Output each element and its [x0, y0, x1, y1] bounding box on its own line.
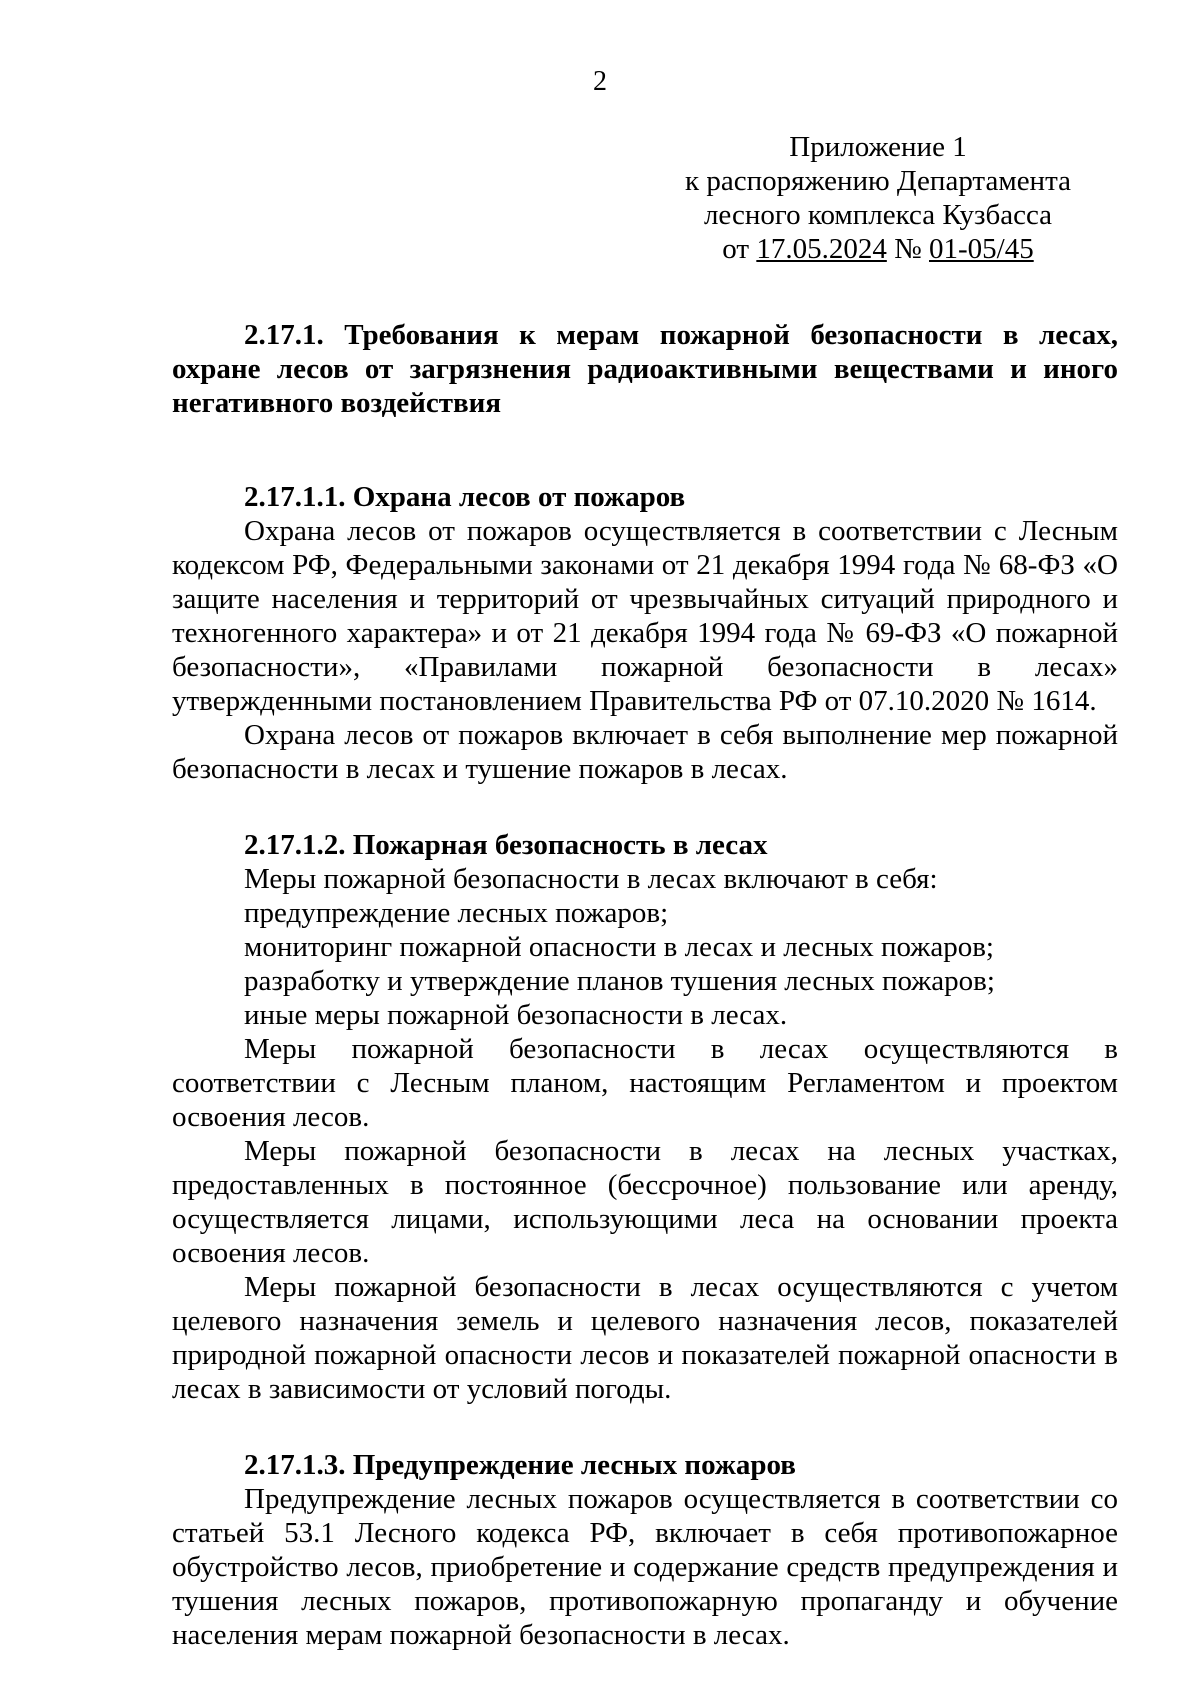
- list-item: разработку и утверждение планов тушения лесных пожаров;: [244, 965, 995, 997]
- appendix-number-sign: №: [886, 233, 929, 265]
- list-item: Меры пожарной безопасности в лесах включают в себя:: [244, 863, 938, 895]
- paragraph-2-1: Меры пожарной безопасности в лесах осуществляются в соответствии с Лесным планом, настоящим Регламентом и проектом освоения лесов.: [172, 1033, 1118, 1133]
- appendix-date: 17.05.2024: [756, 233, 887, 265]
- paragraph-1-1: [172, 514, 1118, 718]
- spacer: [172, 786, 1118, 828]
- page-number: 2: [593, 66, 607, 97]
- paragraph-1-2: Охрана лесов от пожаров включает в себя выполнение мер пожарной безопасности в лесах и тушение пожаров в лесах.: [172, 719, 1118, 785]
- appendix-header: [0, 130, 1200, 266]
- paragraph-1-1-part-c: утвержденными постановлением Правительства РФ от 07.10.2020 № 1614.: [172, 685, 1097, 717]
- paragraph-2-3: Меры пожарной безопасности в лесах осуществляются с учетом целевого назначения земель и целевого назначения лесов, показателей природной пожарной опасности лесов и показателей пожарной опасности в лесах в зависимости от условий погоды.: [172, 1271, 1118, 1405]
- spacer: [172, 1406, 1118, 1448]
- subsection-heading-2: 2.17.1.2. Пожарная безопасность в лесах: [244, 829, 768, 861]
- appendix-line-3: лесного комплекса Кузбасса: [703, 199, 1053, 231]
- list-item: иные меры пожарной безопасности в лесах.: [244, 999, 788, 1031]
- paragraph-1-1-part-b: «Правилами пожарной безопасности в лесах»: [404, 651, 1119, 683]
- appendix-line-4: [678, 232, 1078, 266]
- paragraph-1-1-text: [172, 514, 1118, 718]
- list-item: мониторинг пожарной опасности в лесах и лесных пожаров;: [244, 931, 994, 963]
- section-title: 2.17.1. Требования к мерам пожарной безопасности в лесах, охране лесов от загрязнения радиоактивными веществами и иного негативного воздействия: [172, 319, 1118, 419]
- paragraph-3-1: Предупреждение лесных пожаров осуществляется в соответствии со статьей 53.1 Лесного кодекса РФ, включает в себя противопожарное обустройство лесов, приобретение и содержание средств предупреждения и тушения лесных пожаров, противопожарную пропаганду и обучение населения мерам пожарной безопасности в лесах.: [172, 1483, 1118, 1651]
- paragraph-1-1-part-a: Охрана лесов от пожаров осуществляется в соответствии с Лесным кодексом РФ, Федеральными законами от 21 декабря 1994 года № 68-ФЗ «О защите населения и территорий от чрезвычайных ситуаций природного и техногенного характера» и от 21 декабря 1994 года № 69-ФЗ «О пожарной безопасности»,: [172, 515, 1118, 683]
- subsection-heading-3: 2.17.1.3. Предупреждение лесных пожаров: [244, 1449, 796, 1481]
- subsection-heading-1: 2.17.1.1. Охрана лесов от пожаров: [244, 481, 686, 513]
- list-item: предупреждение лесных пожаров;: [244, 897, 669, 929]
- appendix-line-1: Приложение 1: [789, 131, 967, 163]
- document-body: [172, 318, 1118, 1652]
- paragraph-2-2: Меры пожарной безопасности в лесах на лесных участках, предоставленных в постоянное (бессрочное) пользование или аренду, осуществляется лицами, использующими леса на основании проекта освоения лесов.: [172, 1135, 1118, 1269]
- appendix-prefix: от: [722, 233, 757, 265]
- appendix-number: 01-05/45: [929, 233, 1034, 265]
- appendix-line-2: к распоряжению Департамента: [685, 165, 1071, 197]
